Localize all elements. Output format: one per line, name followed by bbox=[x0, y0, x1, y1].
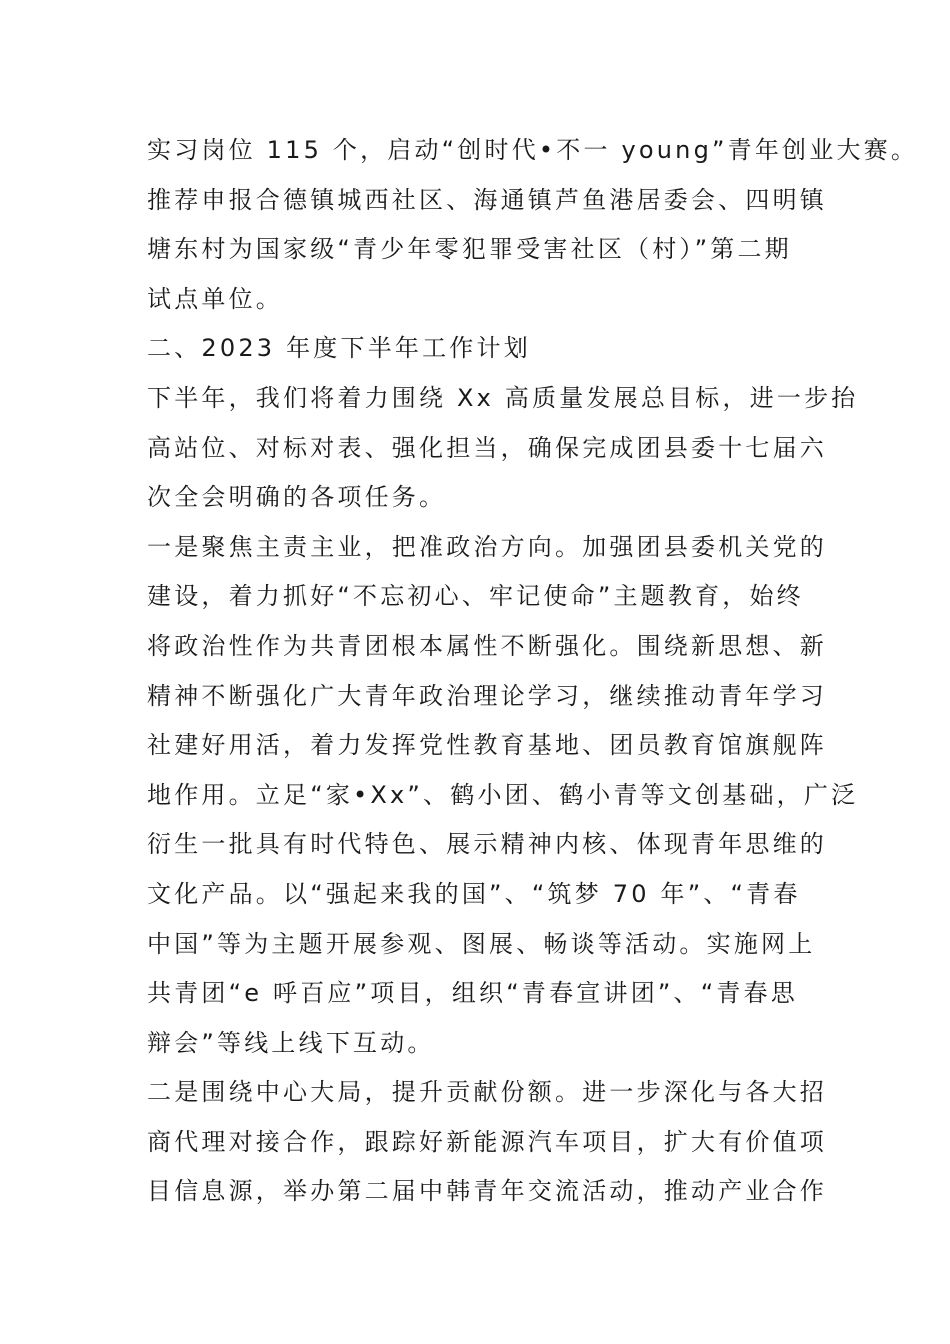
text-line: 中国”等为主题开展参观、图展、畅谈等活动。实施网上 bbox=[147, 929, 816, 958]
text-line: 地作用。立足“家•Xx”、鹤小团、鹤小青等文创基础，广泛 bbox=[147, 780, 859, 809]
text-line: 精神不断强化广大青年政治理论学习，继续推动青年学习 bbox=[147, 681, 827, 710]
text-line: 次全会明确的各项任务。 bbox=[147, 483, 447, 512]
text-line: 一是聚焦主责主业，把准政治方向。加强团县委机关党的 bbox=[147, 532, 827, 561]
text-line: 社建好用活，着力发挥党性教育基地、团员教育馆旗舰阵 bbox=[147, 731, 827, 760]
text-line: 辩会”等线上线下互动。 bbox=[147, 1028, 435, 1057]
text-line: 实习岗位 115 个，启动“创时代•不一 young”青年创业大赛。 bbox=[147, 136, 919, 164]
text-line: 共青团“e 呼百应”项目，组织“青春宣讲团”、“青春思 bbox=[147, 979, 798, 1008]
text-line: 建设，着力抓好“不忘初心、牢记使命”主题教育，始终 bbox=[147, 582, 804, 611]
text-line: 高站位、对标对表、强化担当，确保完成团县委十七届六 bbox=[147, 433, 827, 462]
text-line: 塘东村为国家级“青少年零犯罪受害社区（村）”第二期 bbox=[147, 235, 792, 264]
text-line: 推荐申报合德镇城西社区、海通镇芦鱼港居委会、四明镇 bbox=[147, 185, 827, 214]
text-line: 下半年，我们将着力围绕 Xx 高质量发展总目标，进一步抬 bbox=[147, 383, 859, 412]
text-line: 二是围绕中心大局，提升贡献份额。进一步深化与各大招 bbox=[147, 1078, 827, 1107]
text-line: 文化产品。以“强起来我的国”、“筑梦 70 年”、“青春 bbox=[147, 879, 801, 908]
section-heading: 二、2023 年度下半年工作计划 bbox=[147, 334, 531, 363]
text-line: 商代理对接合作，跟踪好新能源汽车项目，扩大有价值项 bbox=[147, 1127, 827, 1156]
document-body bbox=[147, 126, 919, 1217]
text-line: 目信息源，举办第二届中韩青年交流活动，推动产业合作 bbox=[147, 1177, 827, 1206]
text-line: 试点单位。 bbox=[147, 284, 283, 313]
text-line: 将政治性作为共青团根本属性不断强化。围绕新思想、新 bbox=[147, 631, 827, 660]
text-line: 衍生一批具有时代特色、展示精神内核、体现青年思维的 bbox=[147, 830, 827, 859]
